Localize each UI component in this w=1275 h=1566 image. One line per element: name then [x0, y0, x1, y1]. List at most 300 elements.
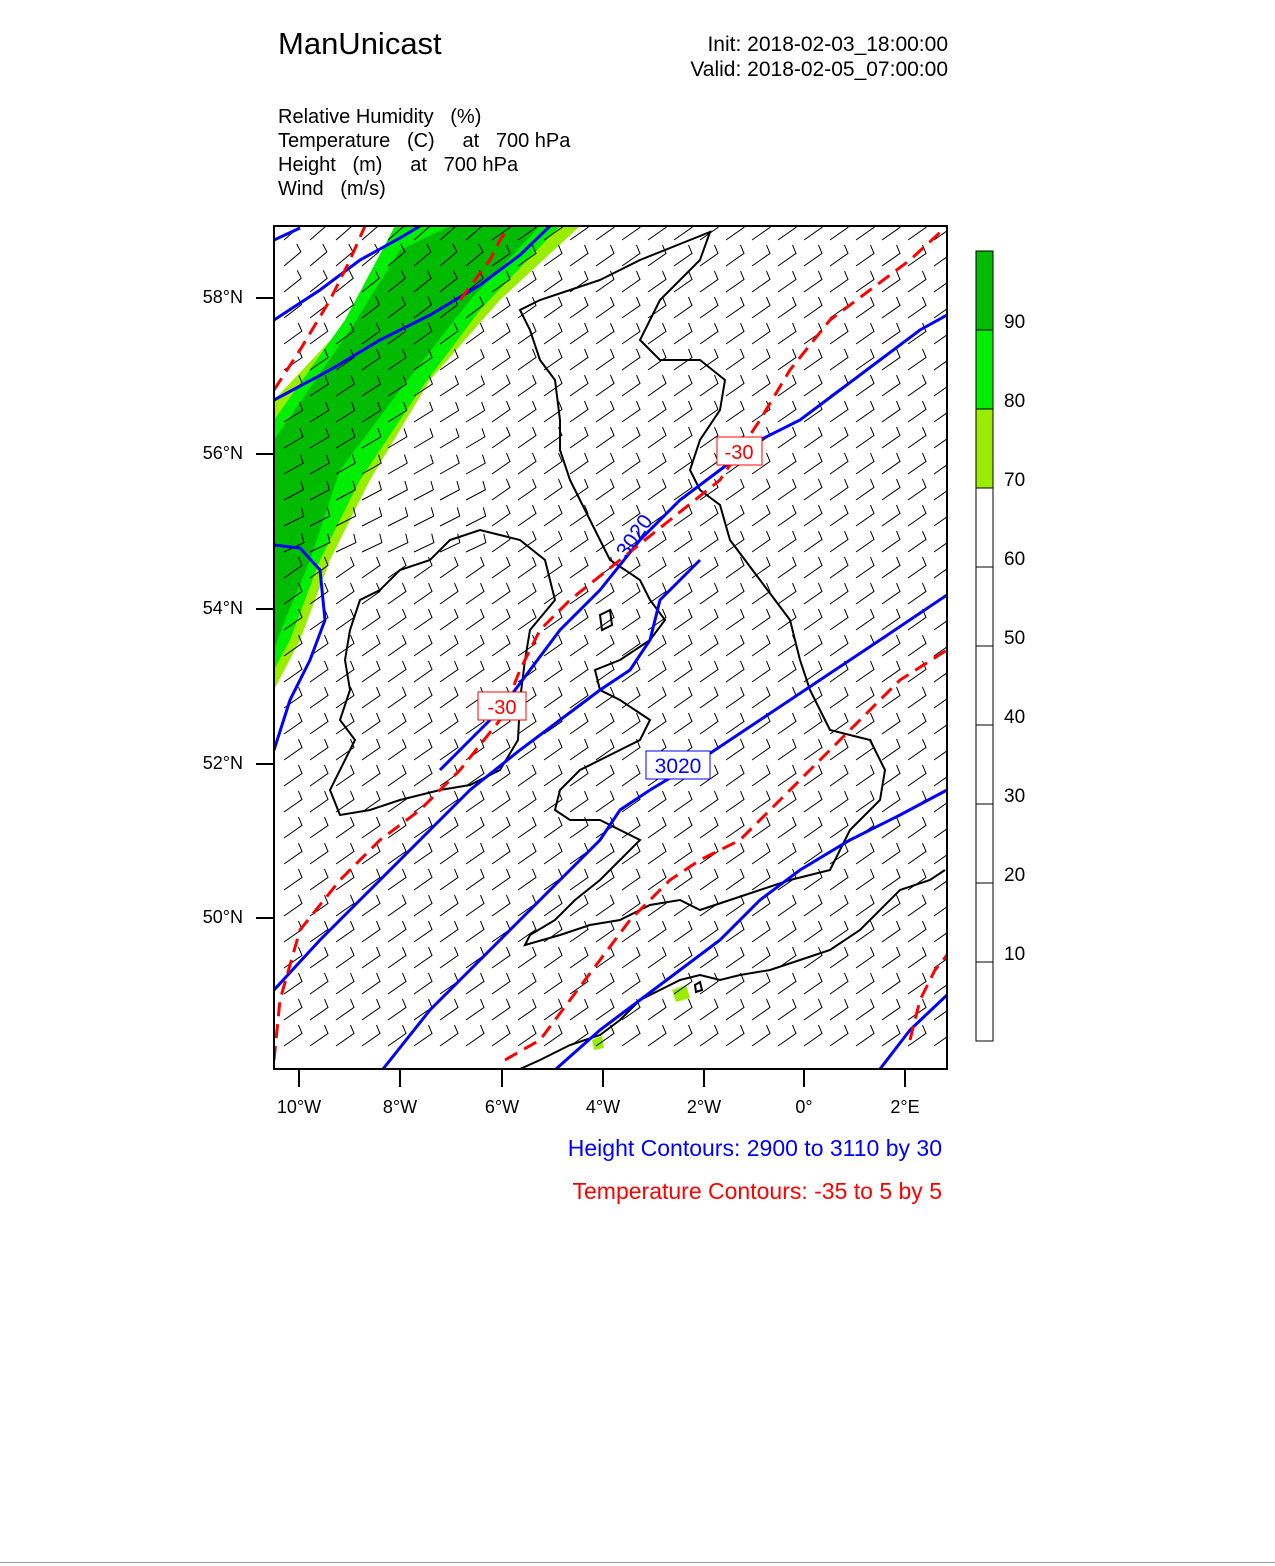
wind-barb: [440, 739, 458, 760]
wind-barb: [752, 401, 770, 422]
wind-barb: [596, 297, 614, 318]
wind-barb: [310, 973, 328, 994]
wind-barb: [414, 921, 432, 942]
wind-barb: [830, 323, 848, 344]
wind-barb: [622, 245, 640, 266]
wind-barb: [726, 323, 744, 344]
wind-barb: [908, 765, 926, 786]
wind-barb: [596, 505, 614, 526]
wind-barb: [570, 505, 588, 526]
wind-barb: [674, 687, 692, 708]
temperature-contours-note: Temperature Contours: -35 to 5 by 5: [572, 1178, 942, 1204]
wind-barb: [700, 661, 718, 682]
wind-barb: [362, 921, 380, 942]
wind-barb: [700, 687, 718, 708]
wind-barb: [778, 531, 796, 552]
wind-barb: [856, 245, 874, 266]
wind-barb: [622, 583, 640, 604]
wind-barb: [544, 843, 562, 864]
wind-barb: [596, 401, 614, 422]
wind-barb: [414, 817, 432, 838]
wind-barb: [544, 609, 562, 630]
wind-barb: [648, 453, 666, 474]
wind-barb: [622, 323, 640, 344]
wind-barb: [388, 869, 406, 890]
wind-barb: [882, 791, 900, 812]
wind-barb: [752, 245, 770, 266]
wind-barb: [700, 453, 718, 474]
wind-barb: [726, 557, 744, 578]
wind-barb: [440, 999, 458, 1020]
wind-barb: [492, 479, 510, 500]
wind-barb: [440, 481, 459, 500]
wind-barb: [882, 479, 900, 500]
wind-barb: [648, 375, 666, 396]
wind-barb: [908, 349, 926, 370]
wind-barb: [778, 505, 796, 526]
wind-barb: [570, 245, 588, 266]
wind-barb: [388, 921, 406, 942]
wind-barb: [544, 739, 562, 760]
wind-barb: [804, 375, 822, 396]
wind-barb: [492, 349, 510, 370]
wind-barb: [648, 999, 666, 1020]
wind-barb: [726, 219, 744, 240]
wind-barb: [492, 895, 510, 916]
wind-barb: [544, 817, 562, 838]
colorbar-box: [976, 725, 993, 804]
wind-barb: [362, 895, 380, 916]
wind-barb: [856, 323, 874, 344]
wind-barb: [674, 323, 692, 344]
wind-barb: [856, 999, 874, 1020]
wind-barb: [726, 1025, 744, 1046]
wind-barb: [622, 453, 640, 474]
wind-barb: [804, 973, 822, 994]
wind-barb: [648, 921, 666, 942]
wind-barb: [492, 635, 510, 656]
wind-barb: [492, 401, 510, 422]
wind-barb: [674, 453, 692, 474]
wind-barb: [440, 661, 458, 682]
wind-barb: [336, 583, 354, 604]
variable-wind: Wind (m/s): [278, 178, 386, 200]
wind-barb: [752, 687, 770, 708]
wind-barb: [622, 297, 640, 318]
wind-barb: [466, 481, 485, 500]
wind-barb: [336, 765, 354, 786]
wind-barb: [674, 531, 692, 552]
wind-barb: [440, 1025, 458, 1046]
wind-barb: [310, 869, 328, 890]
wind-barb: [752, 609, 770, 630]
wind-barb: [778, 739, 796, 760]
wind-barb: [518, 973, 536, 994]
wind-barb: [492, 375, 510, 396]
wind-barb: [466, 455, 485, 474]
wind-barb: [934, 245, 952, 266]
wind-barb: [648, 427, 666, 448]
wind-barb: [440, 507, 460, 526]
wind-barb: [648, 271, 666, 292]
colorbar: [976, 251, 993, 1041]
wind-barb: [700, 531, 718, 552]
colorbar-label-40: 40: [1004, 707, 1026, 728]
wind-barb: [778, 401, 796, 422]
wind-barb: [700, 791, 718, 812]
wind-barb: [882, 843, 900, 864]
wind-barb: [856, 947, 874, 968]
wind-barb: [518, 869, 536, 890]
wind-barb: [596, 947, 614, 968]
wind-barb: [804, 713, 822, 734]
wind-barb: [648, 947, 666, 968]
wind-barb: [830, 817, 848, 838]
wind-barb: [856, 375, 874, 396]
wind-barb: [934, 531, 952, 552]
wind-barb: [830, 1025, 848, 1046]
wind-barb: [856, 583, 874, 604]
wind-barb: [414, 635, 432, 656]
wind-barb: [804, 921, 822, 942]
wind-barb: [908, 297, 926, 318]
lon-label-8w: 8°W: [382, 1097, 418, 1117]
wind-barb: [934, 1025, 952, 1046]
wind-barb: [466, 791, 484, 812]
wind-barb: [856, 843, 874, 864]
wind-barb: [518, 401, 536, 422]
wind-barb: [830, 505, 848, 526]
wind-barb: [778, 713, 796, 734]
wind-barb: [440, 869, 458, 890]
wind-barb: [778, 297, 796, 318]
wind-barb: [908, 375, 926, 396]
wind-barb: [934, 453, 952, 474]
wind-barb: [596, 791, 614, 812]
wind-barb: [362, 999, 380, 1020]
wind-barb: [700, 947, 718, 968]
wind-barb: [570, 375, 588, 396]
wind-barb: [310, 947, 328, 968]
wind-barb: [700, 921, 718, 942]
wind-barb: [336, 244, 353, 266]
wind-barb: [466, 973, 484, 994]
wind-barb: [310, 661, 328, 682]
wind-barb: [596, 219, 614, 240]
wind-barb: [752, 635, 770, 656]
wind-barb: [310, 817, 328, 838]
wind-barb: [440, 428, 459, 448]
wind-barb: [648, 661, 666, 682]
wind-barb: [752, 349, 770, 370]
wind-barb: [882, 271, 900, 292]
wind-barb: [752, 531, 770, 552]
wind-barb: [674, 557, 692, 578]
wind-barb: [700, 505, 718, 526]
wind-barb: [518, 817, 536, 838]
wind-barb: [648, 219, 666, 240]
wind-barb: [440, 817, 458, 838]
wind-barb: [466, 869, 484, 890]
wind-barb: [882, 921, 900, 942]
wind-barb: [362, 557, 380, 578]
wind-barb: [544, 479, 562, 500]
wind-barb: [466, 609, 484, 630]
colorbar-label-80: 80: [1004, 391, 1026, 412]
wind-barb: [570, 661, 588, 682]
wind-barb: [726, 583, 744, 604]
wind-barb: [518, 765, 536, 786]
wind-barb: [830, 947, 848, 968]
wind-barb: [518, 999, 536, 1020]
wind-barb: [336, 557, 354, 578]
wind-barb: [726, 349, 744, 370]
wind-barb: [882, 557, 900, 578]
wind-barb: [492, 973, 510, 994]
wind-barb: [310, 999, 328, 1020]
wind-barb: [882, 869, 900, 890]
wind-barb: [934, 427, 952, 448]
wind-barb: [492, 947, 510, 968]
wind-barb: [908, 219, 926, 240]
wind-barb: [466, 507, 486, 526]
wind-barb: [778, 1025, 796, 1046]
wind-barb: [778, 479, 796, 500]
wind-barb: [518, 453, 536, 474]
wind-barb: [804, 895, 822, 916]
wind-barb: [336, 895, 354, 916]
wind-barb: [700, 323, 718, 344]
wind-barb: [492, 1025, 510, 1046]
wind-barb: [414, 455, 433, 474]
wind-barb: [414, 739, 432, 760]
wind-barb: [778, 635, 796, 656]
wind-barb: [934, 713, 952, 734]
height-label-3020: 3020: [654, 755, 702, 778]
wind-barb: [934, 271, 952, 292]
wind-barb: [934, 557, 952, 578]
contour-labels: [478, 437, 762, 779]
wind-barb: [414, 428, 433, 448]
wind-barb: [570, 557, 588, 578]
wind-barb: [752, 297, 770, 318]
wind-barb: [830, 583, 848, 604]
wind-barb: [804, 297, 822, 318]
wind-barb: [622, 479, 640, 500]
colorbar-label-60: 60: [1004, 549, 1026, 570]
wind-barb: [336, 1025, 354, 1046]
wind-barb: [830, 557, 848, 578]
wind-barb: [596, 869, 614, 890]
wind-barb: [648, 479, 666, 500]
wind-barb: [700, 635, 718, 656]
wind-barb: [544, 531, 562, 552]
wind-barb: [856, 1025, 874, 1046]
height-contour: [556, 790, 947, 1069]
wind-barb: [622, 271, 640, 292]
wind-barb: [518, 557, 536, 578]
colorbar-box: [976, 567, 993, 646]
wind-barb: [778, 791, 796, 812]
wind-barb: [700, 583, 718, 604]
wind-barb: [440, 947, 458, 968]
wind-barb: [466, 583, 484, 604]
wind-barb: [752, 1025, 770, 1046]
wind-barb: [648, 323, 666, 344]
wind-barb: [544, 895, 562, 916]
wind-barb: [752, 479, 770, 500]
wind-barb: [596, 973, 614, 994]
wind-barb: [674, 1025, 692, 1046]
wind-barb: [440, 583, 458, 604]
wind-barb: [414, 973, 432, 994]
wind-barb: [908, 453, 926, 474]
wind-barb: [362, 765, 380, 786]
wind-barb: [362, 739, 380, 760]
wind-barb: [570, 947, 588, 968]
wind-barb: [492, 323, 510, 344]
wind-barb: [362, 1025, 380, 1046]
wind-barb: [310, 765, 328, 786]
wind-barb: [414, 609, 432, 630]
wind-barb: [570, 999, 588, 1020]
wind-barb: [570, 973, 588, 994]
wind-barb: [700, 713, 718, 734]
wind-barb: [310, 1025, 328, 1046]
wind-barb: [284, 1025, 302, 1046]
temp-label-a: -30: [724, 442, 754, 464]
height-contours-note: Height Contours: 2900 to 3110 by 30: [567, 1135, 942, 1161]
wind-barb: [752, 739, 770, 760]
wind-barb: [908, 947, 926, 968]
wind-barb: [726, 661, 744, 682]
wind-barb: [856, 609, 874, 630]
lon-label-2e: 2°E: [890, 1097, 920, 1117]
wind-barb: [726, 297, 744, 318]
wind-barb: [570, 739, 588, 760]
wind-barb: [622, 687, 640, 708]
wind-barb: [440, 895, 458, 916]
model-title: ManUnicast: [278, 26, 442, 61]
wind-barb: [908, 505, 926, 526]
wind-barb: [778, 765, 796, 786]
lat-label-54: 54°N: [202, 598, 243, 618]
wind-barb: [388, 481, 407, 500]
bottom-rule: [0, 1562, 1275, 1563]
wind-barb: [362, 507, 382, 526]
wind-barb: [492, 661, 510, 682]
wind-barb: [414, 947, 432, 968]
wind-barb: [492, 869, 510, 890]
wind-barb: [440, 843, 458, 864]
wind-barb: [856, 505, 874, 526]
wind-barb: [908, 843, 926, 864]
wind-barb: [284, 713, 302, 734]
wind-barb: [752, 999, 770, 1020]
wind-barb: [804, 271, 822, 292]
wind-barb: [388, 687, 406, 708]
wind-barb: [882, 427, 900, 448]
wind-barb: [804, 817, 822, 838]
wind-barb: [726, 635, 744, 656]
wind-barb: [466, 661, 484, 682]
colorbar-label-90: 90: [1004, 312, 1026, 333]
wind-barb: [830, 219, 848, 240]
colorbar-box: [976, 646, 993, 725]
wind-barb: [726, 765, 744, 786]
wind-barb: [830, 427, 848, 448]
wind-barb: [596, 375, 614, 396]
wind-barb: [544, 687, 562, 708]
wind-barb: [778, 609, 796, 630]
wind-barb: [570, 453, 588, 474]
wind-barb: [908, 557, 926, 578]
wind-barb: [310, 270, 327, 292]
wind-barb: [830, 635, 848, 656]
wind-barb: [284, 323, 302, 344]
wind-barb: [830, 869, 848, 890]
wind-barb: [388, 895, 406, 916]
wind-barb: [752, 375, 770, 396]
wind-barb: [934, 609, 952, 630]
wind-barb: [726, 609, 744, 630]
wind-barb: [778, 245, 796, 266]
colorbar-label-70: 70: [1004, 470, 1026, 491]
wind-barb: [778, 453, 796, 474]
wind-barb: [544, 453, 562, 474]
wind-barb: [336, 999, 354, 1020]
wind-barb: [830, 765, 848, 786]
wind-barb: [440, 687, 458, 708]
wind-barb: [544, 973, 562, 994]
wind-barb: [622, 973, 640, 994]
wind-barb: [752, 791, 770, 812]
wind-barb: [804, 635, 822, 656]
wind-barb: [284, 270, 301, 292]
wind-barb: [882, 973, 900, 994]
wind-barb: [856, 479, 874, 500]
colorbar-box: [976, 409, 993, 488]
wind-barb: [492, 843, 510, 864]
wind-barb: [908, 713, 926, 734]
lat-label-50: 50°N: [202, 907, 243, 927]
wind-barb: [648, 401, 666, 422]
wind-barb: [570, 791, 588, 812]
wind-barb: [284, 244, 301, 266]
wind-barb: [674, 921, 692, 942]
wind-barb: [700, 869, 718, 890]
wind-barb: [388, 609, 406, 630]
wind-barb: [336, 791, 354, 812]
lon-label-0: 0°: [795, 1097, 813, 1117]
wind-barb: [856, 713, 874, 734]
wind-barb: [492, 609, 510, 630]
wind-barb: [622, 609, 640, 630]
wind-barb: [310, 713, 328, 734]
wind-barb: [518, 791, 536, 812]
wind-barb: [752, 947, 770, 968]
wind-barb: [362, 947, 380, 968]
wind-barb: [752, 557, 770, 578]
wind-barb: [908, 687, 926, 708]
wind-barb: [440, 713, 458, 734]
temp-label-b: -30: [487, 697, 517, 719]
wind-barb: [362, 817, 380, 838]
wind-barb: [362, 687, 380, 708]
wind-barb: [778, 895, 796, 916]
wind-barb: [882, 401, 900, 422]
wind-barb: [622, 1025, 640, 1046]
